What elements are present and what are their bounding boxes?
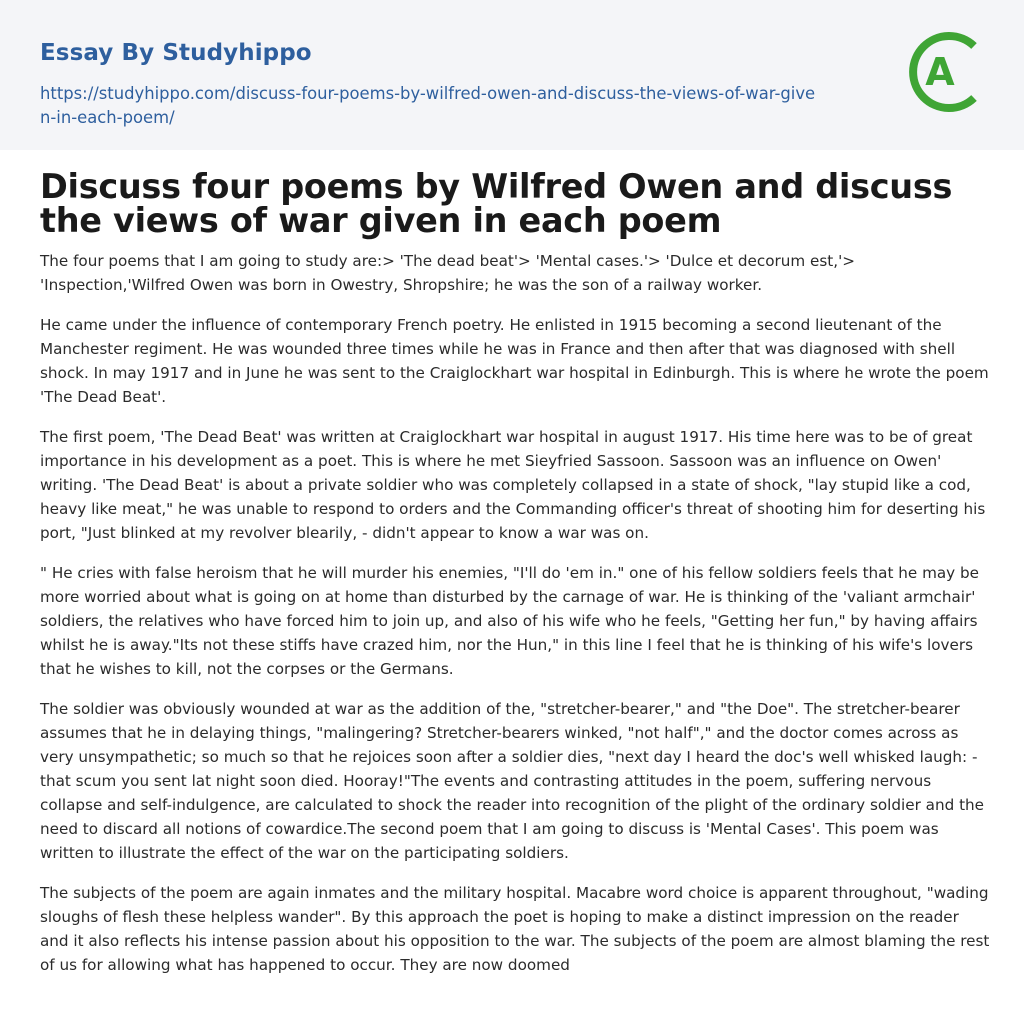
article-body <box>40 249 990 993</box>
paragraph-6: The subjects of the poem are again inmates and the military hospital. Macabre word choice is apparent throughout, "wading sloughs of flesh these helpless wander". By this approach the poet is hoping to make a distinct impression on the reader and it also reflects his intense passion about his opposition to the war. The subjects of the poem are almost blaming the rest of us for allowing what has happened to occur. They are now doomed <box>40 884 990 974</box>
logo-letter: A <box>925 50 955 94</box>
paragraph-2: He came under the influence of contemporary French poetry. He enlisted in 1915 becoming a second lieutenant of the Manchester regiment. He was wounded three times while he was in France and then after that was diagnosed with shell shock. In may 1917 and in June he was sent to the Craiglockhart war hospital in Edinburgh. This is where he wrote the poem 'The Dead Beat'. <box>40 316 989 406</box>
paragraph-5: The soldier was obviously wounded at war as the addition of the, "stretcher-bearer," and "the Doe". The stretcher-bearer assumes that he in delaying things, "malingering? Stretcher-bearers winked, "not half"," and the doctor comes across as very unsympathetic; so much so that he rejoices soon after a soldier dies, "next day I heard the doc's well whisked laugh: - that scum you sent lat night soon died. Hooray!"The events and contrasting attitudes in the poem, suffering nervous collapse and self-indulgence, are calculated to shock the reader into recognition of the plight of the ordinary soldier and the need to discard all notions of cowardice.The second poem that I am going to discuss is 'Mental Cases'. This poem was written to illustrate the effect of the war on the participating soldiers. <box>40 700 984 862</box>
paragraph-4: " He cries with false heroism that he will murder his enemies, "I'll do 'em in." one of his fellow soldiers feels that he may be more worried about what is going on at home than disturbed by the carnage of war. He is thinking of the 'valiant armchair' soldiers, the relatives who have forced him to join up, and also of his wife who he feels, "Getting her fun," by having affairs whilst he is away."Its not these stiffs have crazed him, nor the Hun," in this line I feel that he is thinking of his wife's lovers that he wishes to kill, not the corpses or the Germans. <box>40 564 979 678</box>
paragraph-1: The four poems that I am going to study are:> 'The dead beat'> 'Mental cases.'> 'Dulce et decorum est,'> 'Inspection,'Wilfred Owen was born in Owestry, Shropshire; he was the son of a railway worker. <box>40 252 855 294</box>
site-header <box>0 0 1024 150</box>
site-brand[interactable]: Essay By Studyhippo <box>40 40 312 66</box>
studyhippo-logo-icon[interactable] <box>906 30 990 114</box>
source-url-link[interactable]: https://studyhippo.com/discuss-four-poems-by-wilfred-owen-and-discuss-the-views-of-war-given-in-each-poem/ <box>40 84 816 127</box>
article-title: Discuss four poems by Wilfred Owen and discuss the views of war given in each poem <box>40 167 953 240</box>
paragraph-3: The first poem, 'The Dead Beat' was written at Craiglockhart war hospital in august 1917. His time here was to be of great importance in his development as a poet. This is where he met Sieyfried Sassoon. Sassoon was an influence on Owen' writing. 'The Dead Beat' is about a private soldier who was completely collapsed in a state of shock, "lay stupid like a cod, heavy like meat," he was unable to respond to orders and the Commanding officer's threat of shooting him for deserting his port, "Just blinked at my revolver blearily, - didn't appear to know a war was on. <box>40 428 986 542</box>
